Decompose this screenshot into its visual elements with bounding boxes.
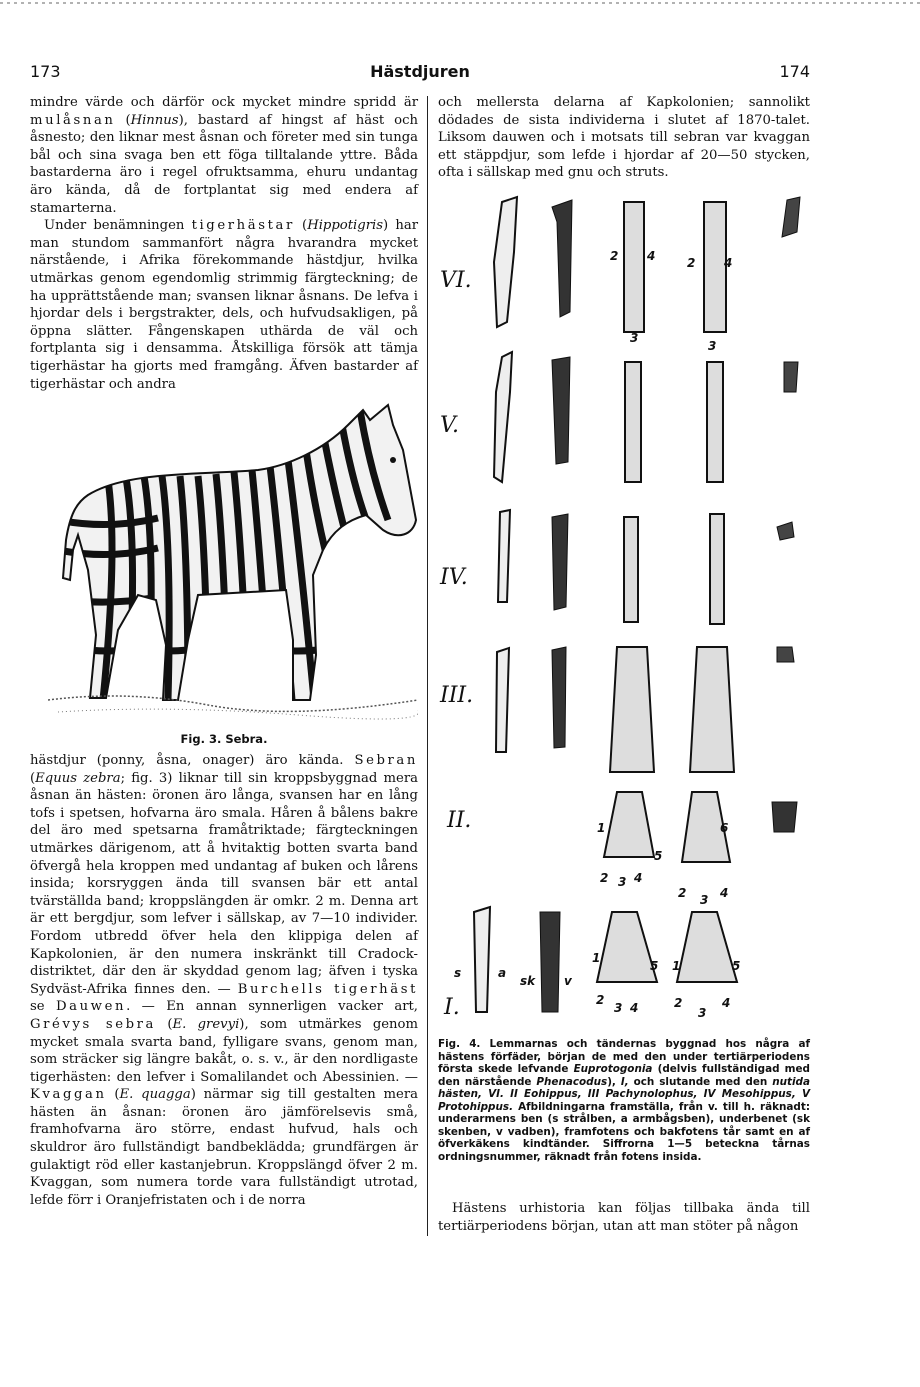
term-dauwen: Dauwen <box>55 999 127 1015</box>
fig4-label: 4 <box>634 871 643 885</box>
paragraph-tigerhastar: Under benämningen tigerhästar (Hippotigris) har man stundom sammanfört några hvarandra mycket närstående, i Afrika förekommande hästdjur, hvilka utmärkas genom egendomlig strimmig färgteckning; de ha upprättstående man; svansen liknar åsnans. De lefva i hjordar dels i bergstrakter, dels, och hufvudsakligen, på öppna slätter. Fångenskapen uthärda de väl och fortplanta sig i densamma. Åtskilliga försök att tämja tigerhästar ha gjorts med framgång. Äfven bastarder af tigerhästar och andra <box>30 218 418 392</box>
fig4-caption: Fig. 4. Lemmarnas och tändernas byggnad hos några af hästens förfäder, början de med den under tertiärperiodens första skede lefvande Euprotogonia (delvis fullständigad med den närstående Phenacodus), I, och slutande med den nutida hästen, VI. II Eohippus, III Pachynolophus, IV Mesohippus, V Protohippus. Afbildningarna framställa, från v. till h. räknadt: underarmens ben (s strålben, a armbågsben), underbenet (sk skenben, v vadben), framfotens och bakfotens tår samt en af öfverkäkens kindtänder. Siffrorna 1—5 beteckna tårnas ordningsnummer, räknadt från fotens insida. <box>438 1038 811 1163</box>
row-label-iv: IV. <box>440 565 468 590</box>
row-label-v: V. <box>440 413 460 438</box>
fig4-label: v <box>564 974 572 988</box>
row-label-iii: III. <box>440 683 474 708</box>
paragraph-sebran: hästdjur (ponny, åsna, onager) äro kända. Sebran (Equus zebra; fig. 3) liknar till sin kroppsbyggnad mera åsnan än hästen: öronen äro långa, svansen har en lång tofs i spetsen, hofvarna äro smala. Håren å bålens bakre del äro med spetsarna framåtriktade; färgteckningen utmärkes därigenom, att å hvitaktig botten svarta band öfvergå hela kroppen med undantag af buken och lårens insida; korsryggen ända till svansen bär ett antal tvärställda band; kroppslängden är omkr. 2 m. Denna art är ett bergdjur, som lefver i sällskap, av 7—10 individer. Fordom utbredd öfver hela den klippiga delen af Kapkolonien, är den numera inskränkt till Cradock-distriktet, där den är skyddad genom lag; äfven i tyska Sydväst-Afrika finnes den. — Burchells tigerhäst se Dauwen. — En annan synnerligen vacker art, Grévys sebra (E. grevyi), som utmärkes genom mycket smala svarta band, fylligare svans, genom man, som sträcker sig längre bakåt, o. s. v., är den nordligaste tigerhästen: den lefver i Somalilandet och Abessinien. — Kvaggan (E. quagga) närmar sig till gestalten mera hästen än åsnan: öronen äro jämförelsevis små, framhofvarna äro större, endast hufvud, hals och skuldror äro fullständigt bandbeklädda; grundfärgen är gulaktigt röd eller kastanjebrun. Kroppslängd öfver 2 m. Kvaggan, som numera torde vara fullständigt utrotad, lefde förr i Oranjefristaten och i de norra <box>30 753 419 1208</box>
fig4-label: s <box>454 966 462 980</box>
fig4-label: 4 <box>722 996 731 1010</box>
fig4-label: 5 <box>654 849 663 863</box>
top-border-dashes <box>0 0 920 10</box>
fig4-label: 1 <box>597 821 606 835</box>
row-label-i: I. <box>444 995 460 1020</box>
fig4-label: 5 <box>732 959 741 973</box>
fig4-label: 3 <box>698 1006 707 1020</box>
row-label-ii: II. <box>447 808 472 833</box>
fig4-label: 3 <box>630 331 639 345</box>
fig4-label: 2 <box>596 993 605 1007</box>
left-column-bottom <box>30 752 418 1232</box>
fig4-label: sk <box>520 974 536 988</box>
column-divider <box>427 96 428 1236</box>
fig4-label: 3 <box>618 875 627 889</box>
fig4-label: 4 <box>647 249 656 263</box>
fig4-label: 2 <box>674 996 683 1010</box>
fig4-label: 3 <box>700 893 709 907</box>
fig4-label: 1 <box>592 951 601 965</box>
row-label-vi: VI. <box>440 268 472 293</box>
right-column-bottom: Hästens urhistoria kan följas tillbaka ända till tertiärperiodens början, utan att man stöter på någon <box>438 1201 810 1234</box>
fig4-label: 4 <box>720 886 729 900</box>
page-number-left: 173 <box>30 62 61 81</box>
fig4-label: 3 <box>708 339 717 353</box>
fig4-limb-evolution <box>432 192 812 1030</box>
fig4-label: 2 <box>687 256 696 270</box>
zebra-illustration <box>48 400 418 725</box>
fig3-caption: Fig. 3. Sebra. <box>180 732 268 746</box>
fig4-label: 2 <box>678 886 687 900</box>
term-grevys-sebra: Grévys sebra <box>30 1016 157 1032</box>
fig4-label: 5 <box>650 959 659 973</box>
fig4-label: 4 <box>630 1001 639 1015</box>
page-title: Hästdjuren <box>370 62 470 81</box>
term-burchells: Burchells tigerhäst <box>237 981 418 997</box>
fig4-label: 3 <box>614 1001 623 1015</box>
fig4-label: a <box>498 966 507 980</box>
page-number-right: 174 <box>779 62 810 81</box>
term-tigerhastar: tigerhästar <box>191 218 295 234</box>
page-header <box>30 62 810 84</box>
fig4-label: 1 <box>672 959 681 973</box>
right-column-top: och mellersta delarna af Kapkolonien; sannolikt dödades de sista individerna i slutet af 1870-talet. Liksom dauwen och i motsats till sebran var kvaggan ett stäppdjur, som lefde i hjordar af 20—50 stycken, ofta i sällskap med gnu och struts. <box>438 95 810 181</box>
fig4-label: 2 <box>610 249 619 263</box>
left-column-top <box>30 94 418 392</box>
fig4-label: 4 <box>724 256 733 270</box>
term-sebran: Sebran <box>354 753 418 768</box>
fig4-label: 2 <box>600 871 609 885</box>
term-mulasnan: mulåsnan <box>30 112 116 128</box>
term-kvaggan: Kvaggan <box>30 1087 107 1103</box>
paragraph-mulasnan: mindre värde och därför ock mycket mindre spridd är mulåsnan (Hinnus), bastard af hingst af häst och åsnesto; den liknar mest åsnan och företer med sin tunga bål och sina svaga ben ett föga tilltalande yttre. Båda bastarderna äro i regel ofruktsamma, ehuru undantag äro kända, då de fortplantat sig med endera af stamarterna. <box>30 95 418 216</box>
fig4-label: 6 <box>720 821 729 835</box>
